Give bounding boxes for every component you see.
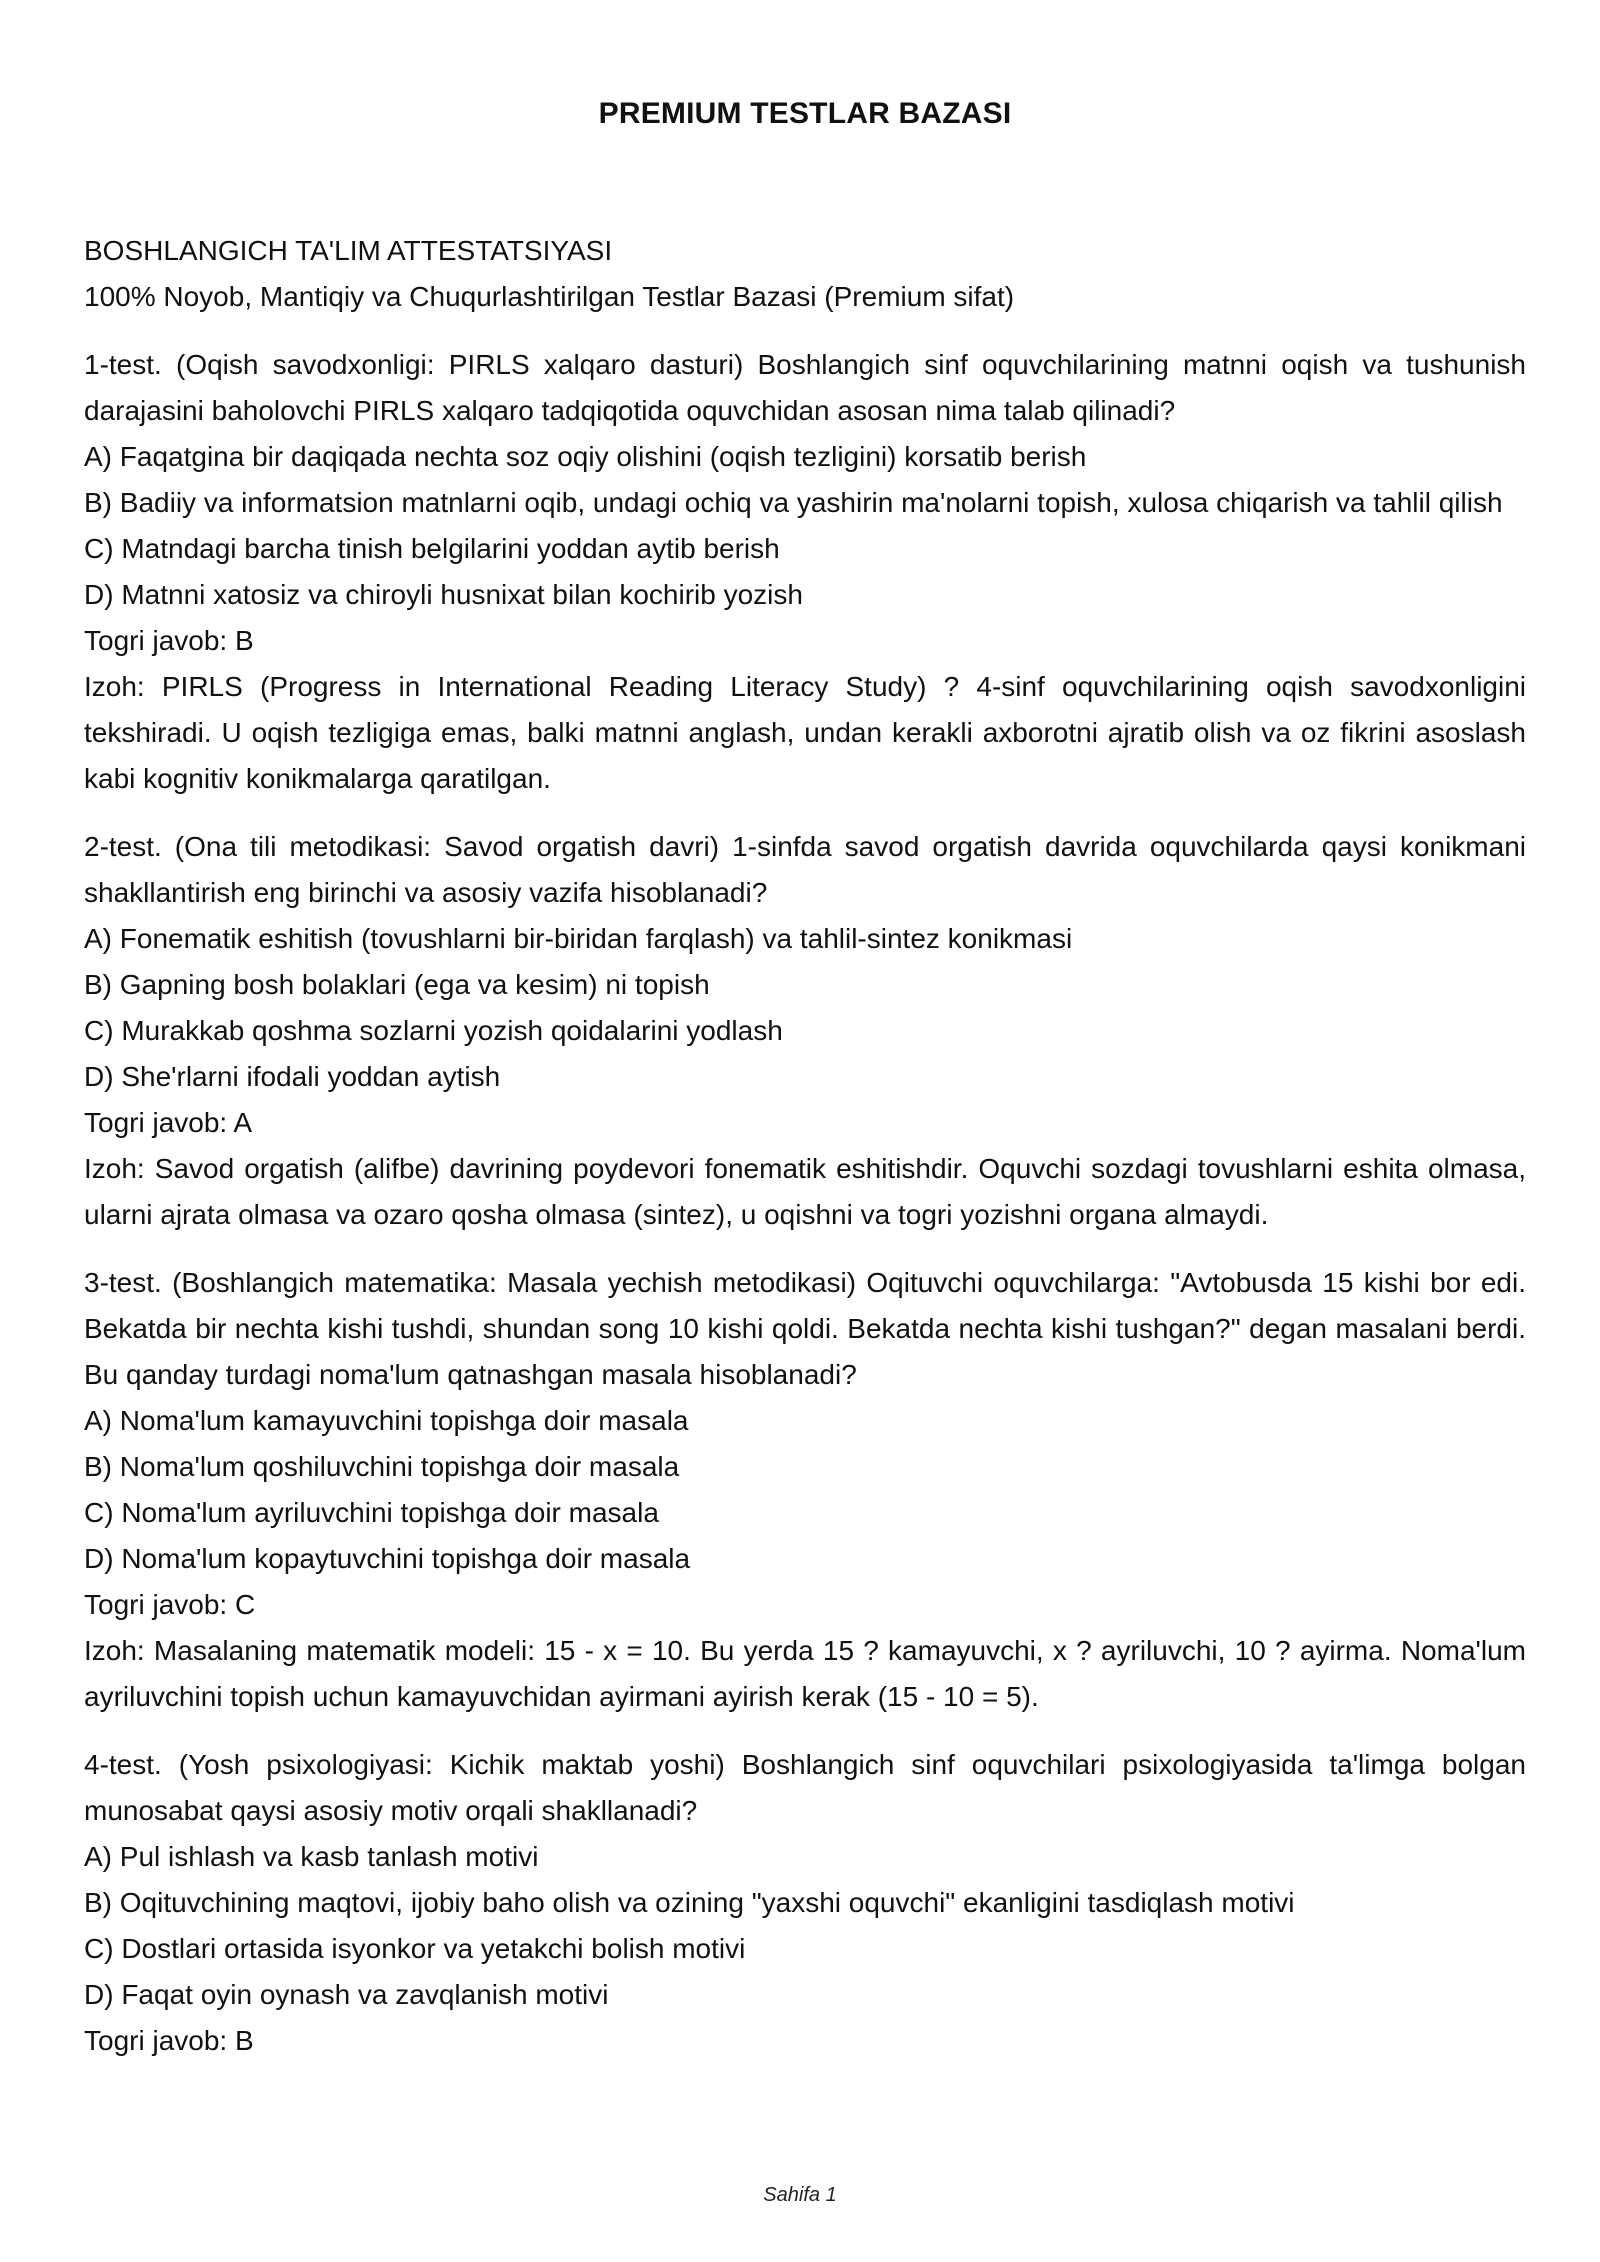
test-item-4 [84, 1742, 1526, 2064]
test-question: 4-test. (Yosh psixologiyasi: Kichik maktab yoshi) Boshlangich sinf oquvchilari psixologiyasida ta'limga bolgan munosabat qaysi asosiy motiv orqali shakllanadi? [84, 1749, 1526, 1826]
test-option-d: D) Matnni xatosiz va chiroyli husnixat bilan kochirib yozish [84, 579, 803, 610]
test-option-b: B) Noma'lum qoshiluvchini topishga doir masala [84, 1451, 680, 1482]
test-question: 1-test. (Oqish savodxonligi: PIRLS xalqaro dasturi) Boshlangich sinf oquvchilarining matnni oqish va tushunish darajasini baholovchi PIRLS xalqaro tadqiqotida oquvchidan asosan nima talab qilinadi? [84, 349, 1526, 426]
test-answer: Togri javob: B [84, 625, 254, 656]
document-header [84, 228, 1526, 320]
test-answer: Togri javob: C [84, 1589, 256, 1620]
test-explanation: Izoh: Masalaning matematik modeli: 15 - x = 10. Bu yerda 15 ? kamayuvchi, x ? ayriluvchi, 10 ? ayirma. Noma'lum ayriluvchini topish uchun kamayuvchidan ayirmani ayirish kerak (15 - 10 = 5). [84, 1635, 1526, 1712]
test-option-d: D) She'rlarni ifodali yoddan aytish [84, 1061, 501, 1092]
document-title: PREMIUM TESTLAR BAZASI [598, 97, 1012, 130]
test-list [84, 342, 1526, 2064]
test-option-b: B) Gapning bosh bolaklari (ega va kesim) ni topish [84, 969, 710, 1000]
test-option-a: A) Noma'lum kamayuvchini topishga doir masala [84, 1405, 689, 1436]
test-option-c: C) Matndagi barcha tinish belgilarini yoddan aytib berish [84, 533, 780, 564]
test-question: 2-test. (Ona tili metodikasi: Savod orgatish davri) 1-sinfda savod orgatish davrida oquvchilarda qaysi konikmani shakllantirish eng birinchi va asosiy vazifa hisoblanadi? [84, 831, 1526, 908]
document-subtitle-description: 100% Noyob, Mantiqiy va Chuqurlashtirilgan Testlar Bazasi (Premium sifat) [84, 281, 1015, 312]
test-option-c: C) Noma'lum ayriluvchini topishga doir masala [84, 1497, 659, 1528]
test-option-d: D) Noma'lum kopaytuvchini topishga doir masala [84, 1543, 691, 1574]
test-option-c: C) Murakkab qoshma sozlarni yozish qoidalarini yodlash [84, 1015, 783, 1046]
document-subtitle-exam: BOSHLANGICH TA'LIM ATTESTATSIYASI [84, 235, 613, 266]
test-option-a: A) Pul ishlash va kasb tanlash motivi [84, 1841, 539, 1872]
test-item-1 [84, 342, 1526, 802]
test-explanation: Izoh: Savod orgatish (alifbe) davrining poydevori fonematik eshitishdir. Oquvchi sozdagi tovushlarni eshita olmasa, ularni ajrata olmasa va ozaro qosha olmasa (sintez), u oqishni va togri yozishni organa almaydi. [84, 1153, 1526, 1230]
test-option-a: A) Fonematik eshitish (tovushlarni bir-biridan farqlash) va tahlil-sintez konikmasi [84, 923, 1073, 954]
test-answer: Togri javob: B [84, 2025, 254, 2056]
test-answer: Togri javob: A [84, 1107, 253, 1138]
test-option-c: C) Dostlari ortasida isyonkor va yetakchi bolish motivi [84, 1933, 746, 1964]
test-option-d: D) Faqat oyin oynash va zavqlanish motivi [84, 1979, 609, 2010]
test-question: 3-test. (Boshlangich matematika: Masala yechish metodikasi) Oqituvchi oquvchilarga: "Avtobusda 15 kishi bor edi. Bekatda bir nechta kishi tushdi, shundan song 10 kishi qoldi. Bekatda nechta kishi tushgan?" degan masalani berdi. Bu qanday turdagi noma'lum qatnashgan masala hisoblanadi? [84, 1267, 1526, 1390]
test-option-b: B) Badiiy va informatsion matnlarni oqib, undagi ochiq va yashirin ma'nolarni topish, xulosa chiqarish va tahlil qilish [84, 487, 1503, 518]
test-item-2 [84, 824, 1526, 1238]
page-number-footer: Sahifa 1 [763, 2184, 837, 2206]
document-page [84, 0, 1526, 2064]
test-explanation: Izoh: PIRLS (Progress in International Reading Literacy Study) ? 4-sinf oquvchilarining oqish savodxonligini tekshiradi. U oqish tezligiga emas, balki matnni anglash, undan kerakli axborotni ajratib olish va oz fikrini asoslash kabi kognitiv konikmalarga qaratilgan. [84, 671, 1526, 794]
test-option-b: B) Oqituvchining maqtovi, ijobiy baho olish va ozining "yaxshi oquvchi" ekanligini tasdiqlash motivi [84, 1887, 1295, 1918]
test-option-a: A) Faqatgina bir daqiqada nechta soz oqiy olishini (oqish tezligini) korsatib berish [84, 441, 1087, 472]
test-item-3 [84, 1260, 1526, 1720]
